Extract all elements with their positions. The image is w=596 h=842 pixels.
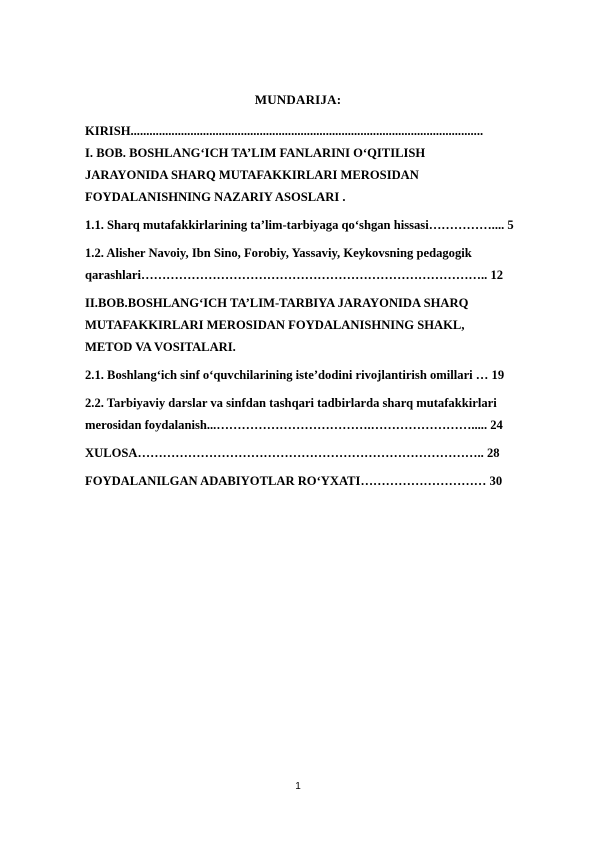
table-of-contents	[85, 120, 555, 492]
toc-line: 2.1. Boshlang‘ich sinf o‘quvchilarining iste’dodini rivojlantirish omillari … 19	[85, 368, 505, 382]
toc-line: FOYDALANISHNING NAZARIY ASOSLARI .	[85, 190, 346, 204]
toc-line: I. BOB. BOSHLANG‘ICH TA’LIM FANLARINI O‘QITILISH	[85, 146, 426, 160]
toc-entry-section-1-1	[85, 214, 555, 236]
toc-line: 1.1. Sharq mutafakkirlarining ta’lim-tarbiyaga qo‘shgan hissasi…………….... 5	[85, 218, 514, 232]
toc-line: 2.2. Tarbiyaviy darslar va sinfdan tashqari tadbirlarda sharq mutafakkirlari	[85, 396, 497, 410]
toc-entry-kirish	[85, 120, 555, 142]
toc-line: II.BOB.BOSHLANG‘ICH TA’LIM-TARBIYA JARAYONIDA SHARQ	[85, 296, 469, 310]
toc-entry-section-2-2	[85, 392, 555, 436]
toc-entry-bibliography	[85, 470, 555, 492]
toc-line: METOD VA VOSITALARI.	[85, 340, 236, 354]
page-number: 1	[295, 781, 301, 792]
toc-line: MUTAFAKKIRLARI MEROSIDAN FOYDALANISHNING SHAKL,	[85, 318, 465, 332]
toc-entry-chapter-2	[85, 292, 555, 358]
toc-line: JARAYONIDA SHARQ MUTAFAKKIRLARI MEROSIDAN	[85, 168, 419, 182]
toc-line: merosidan foydalanish...……………………………….……………………..... 24	[85, 418, 503, 432]
toc-line: qarashlari……………………………………………………………………….. 12	[85, 268, 504, 282]
toc-line: FOYDALANILGAN ADABIYOTLAR RO‘YXATI………………………… 30	[85, 474, 503, 488]
toc-entry-xulosa	[85, 442, 555, 464]
toc-line: 1.2. Alisher Navoiy, Ibn Sino, Forobiy, Yassaviy, Keykovsning pedagogik	[85, 246, 472, 260]
toc-entry-section-2-1	[85, 364, 555, 386]
page-title: MUNDARIJA:	[254, 92, 342, 107]
toc-entry-chapter-1	[85, 142, 555, 208]
toc-line: KIRISH................................................................................................................	[85, 124, 484, 138]
toc-entry-section-1-2	[85, 242, 555, 286]
toc-line: XULOSA……………………………………………………………………….. 28	[85, 446, 500, 460]
